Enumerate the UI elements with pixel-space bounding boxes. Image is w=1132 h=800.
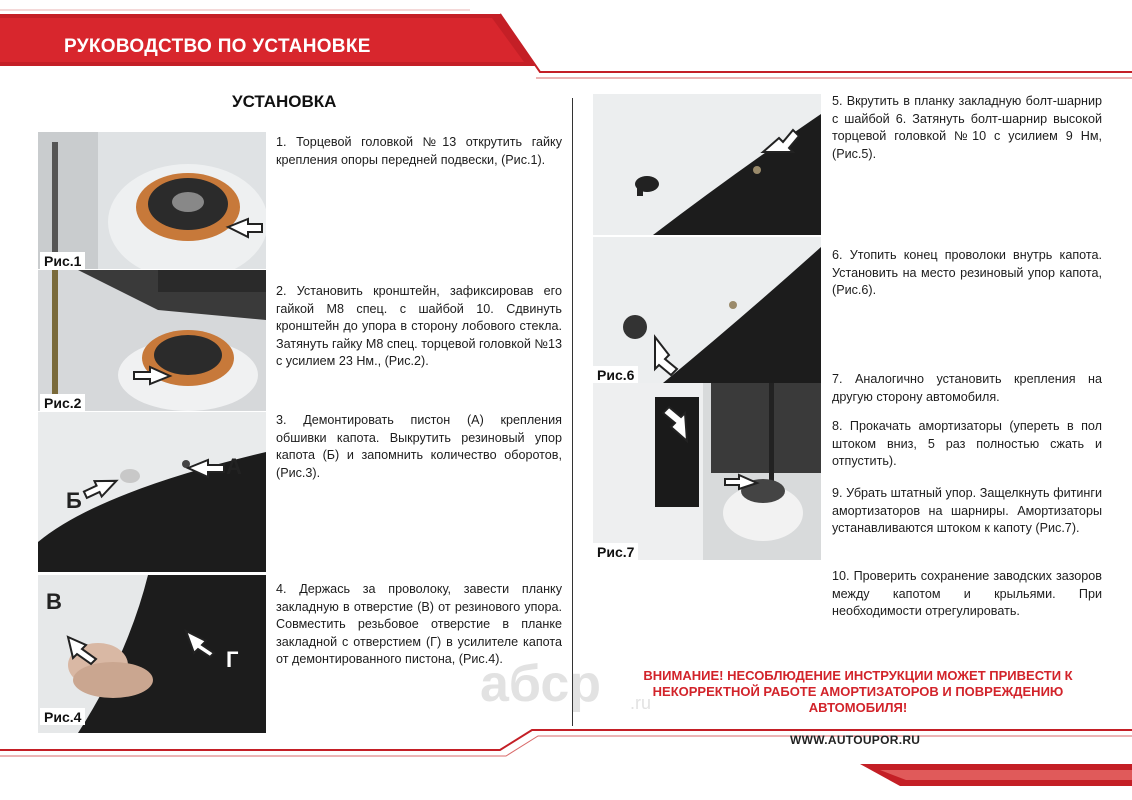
figure-4-photo	[38, 575, 266, 733]
step-3-text: 3. Демонтировать пистон (А) крепления обшивки капота. Выкрутить резиновый упор капота (Б) и запомнить количество оборотов, (Рис.3).	[276, 413, 562, 480]
section-title: УСТАНОВКА	[232, 92, 337, 111]
figure-1-label: Рис.1	[40, 252, 85, 269]
step-9-text: 9. Убрать штатный упор. Защелкнуть фитинги амортизаторов на шарниры. Амортизаторы устанавливаются штоком к капоту (Рис.7).	[832, 486, 1102, 535]
step-8-text: 8. Прокачать амортизаторы (упереть в пол штоком вниз, 5 раз полностью сжать и отпустить).	[832, 419, 1102, 468]
step-6-text: 6. Утопить конец проволоки внутрь капота. Установить на место резиновый упор капота, (Рис.6).	[832, 248, 1102, 297]
step-1-text: 1. Торцевой головкой №13 открутить гайку крепления опоры передней подвески, (Рис.1).	[276, 135, 562, 167]
figure-4-label: Рис.4	[40, 708, 85, 725]
figure-7-label: Рис.7	[593, 543, 638, 560]
footer-decoration	[0, 726, 1132, 800]
footer-website: WWW.AUTOUPOR.RU	[790, 733, 921, 747]
step-2-text: 2. Установить кронштейн, зафиксировав его гайкой М8 спец. с шайбой 10. Сдвинуть кронштейн до упора в сторону лобового стекла. Затянуть гайку М8 спец. торцевой головкой №13 с усилием 23 Нм., (Рис.2).	[276, 284, 562, 368]
marker-a: А	[226, 454, 242, 479]
marker-v: В	[46, 589, 62, 614]
figure-7-photo	[593, 383, 821, 560]
figure-1-photo	[38, 132, 266, 269]
step-5-text: 5. Вкрутить в планку закладную болт-шарнир с шайбой 6. Затянуть болт-шарнир высокой торцевой головкой №10 с усилием 9 Нм, (Рис.5).	[832, 94, 1102, 161]
header-banner	[0, 0, 1132, 100]
column-divider	[572, 98, 573, 726]
figure-6-photo	[593, 237, 821, 383]
step-4-text: 4. Держась за проволоку, завести планку закладную в отверстие (В) от резинового упора. Совместить резьбовое отверстие в планке закладной с отверстием (Г) в усилителе капота от демонтированного пистона, (Рис.4).	[276, 582, 562, 666]
step-10-text: 10. Проверить сохранение заводских зазоров между капотом и крыльями. При необходимости отрегулировать.	[832, 569, 1102, 618]
watermark-suffix: .ru	[630, 693, 652, 713]
page-header-title: РУКОВОДСТВО ПО УСТАНОВКЕ	[64, 36, 371, 57]
figure-6-label: Рис.6	[593, 366, 638, 383]
figure-2-label: Рис.2	[40, 394, 85, 411]
figure-2-photo	[38, 270, 266, 411]
marker-b: Б	[66, 488, 82, 513]
warning-text: ВНИМАНИЕ! НЕСОБЛЮДЕНИЕ ИНСТРУКЦИИ МОЖЕТ ПРИВЕСТИ К НЕКОРРЕКТНОЙ РАБОТЕ АМОРТИЗАТОРОВ И ПОВРЕЖДЕНИЮ АВТОМОБИЛЯ!	[643, 668, 1073, 715]
marker-g: Г	[226, 647, 239, 672]
figure-5-photo	[593, 94, 821, 235]
figure-3-photo	[38, 412, 266, 572]
step-7-text: 7. Аналогично установить крепления на другую сторону автомобиля.	[832, 372, 1102, 404]
watermark-text: абср	[480, 655, 602, 713]
